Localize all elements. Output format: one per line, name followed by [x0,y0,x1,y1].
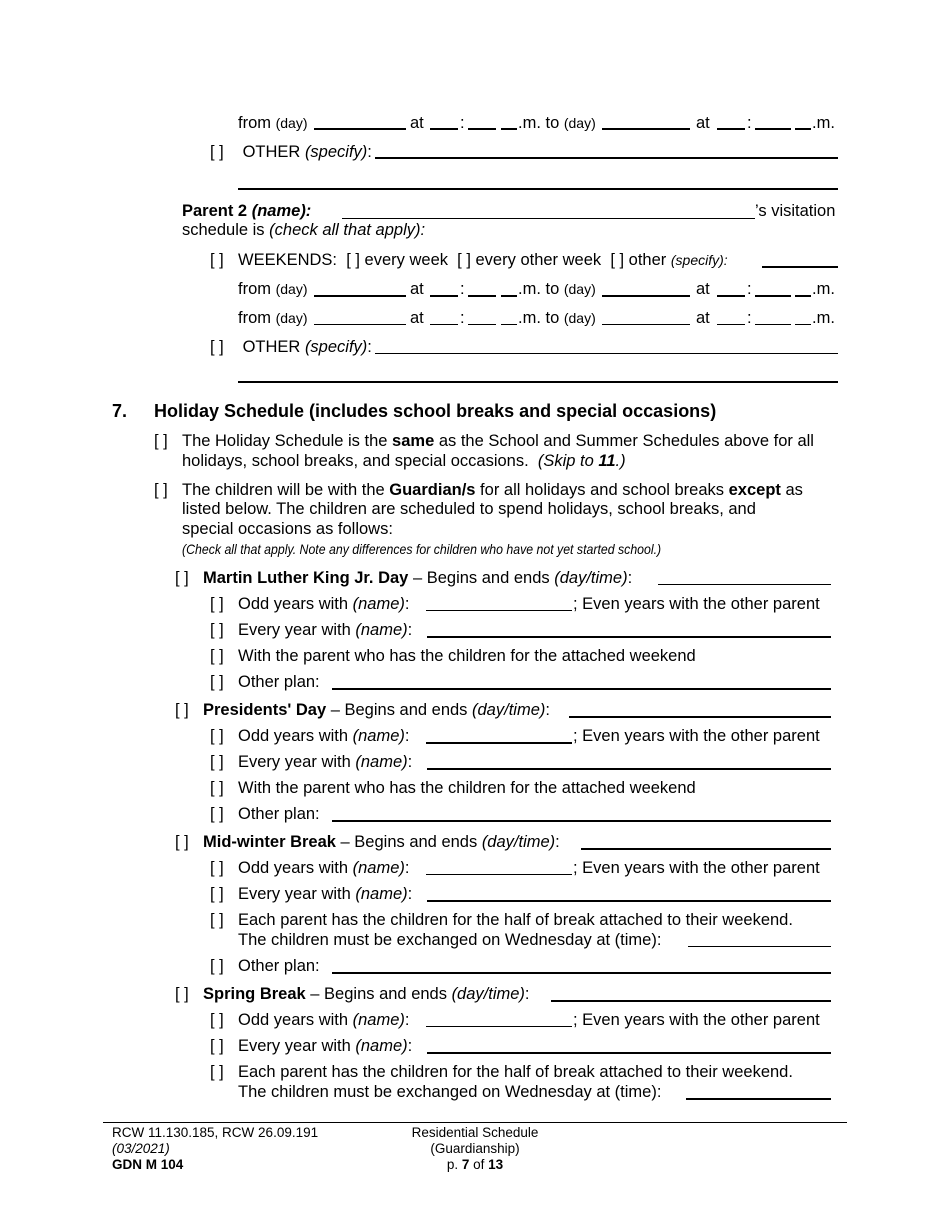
checkbox[interactable]: [ ] [175,569,189,587]
checkbox[interactable]: [ ] [210,805,224,823]
checkbox[interactable]: [ ] [154,481,168,499]
to-day-group: .m. to (day) [518,114,596,132]
even-years-text: ; Even years with the other parent [573,727,820,745]
presidents-odd-years-option[interactable]: [ ] Odd years with (name): [210,727,410,745]
checkbox[interactable]: [ ] [175,833,189,851]
checkbox[interactable]: [ ] [210,673,224,691]
at-label: at [410,309,424,327]
footer-page-number: p. 7 of 13 [446,1157,504,1172]
midwinter-half-break-option[interactable]: [ ] Each parent has the children for the half of break attached to their weekend. [210,911,793,929]
spring-exchange-time-field[interactable] [686,1098,831,1100]
m-label: .m. [812,114,835,132]
m-label: .m. [812,280,835,298]
holiday-except-option[interactable]: [ ] The children will be with the Guardian/s for all holidays and school breaks except as [154,481,803,499]
from-day-field[interactable] [314,295,406,297]
checkbox[interactable]: [ ] [210,647,224,665]
holiday-same-option[interactable]: [ ] The Holiday Schedule is the same as the School and Summer Schedules above for all [154,432,814,450]
colon: : [460,280,465,298]
every-other-week-option[interactable]: [ ] every other week [457,251,602,269]
midwinter-other-plan-option[interactable]: [ ] Other plan: [210,957,320,975]
hour-field[interactable] [430,324,458,325]
colon: : [747,114,752,132]
hour-field[interactable] [717,295,745,297]
mlk-odd-years-name-field[interactable] [426,610,572,611]
checkbox[interactable]: [ ] [210,595,224,613]
hour-field[interactable] [717,128,745,130]
midwinter-every-year-name-field[interactable] [427,900,831,902]
checkbox[interactable]: [ ] [210,753,224,771]
mlk-every-year-name-field[interactable] [427,636,831,638]
schedule-is: schedule is (check all that apply): [182,221,426,239]
spring-odd-years-option[interactable]: [ ] Odd years with (name): [210,1011,410,1029]
ampm-field[interactable] [795,128,811,130]
presidents-odd-years-name-field[interactable] [426,742,572,744]
holiday-same-line2: holidays, school breaks, and special occasions. (Skip to 11.) [182,452,626,470]
mlk-odd-years-option[interactable]: [ ] Odd years with (name): [210,595,410,613]
hour-field[interactable] [430,128,458,130]
holiday-except-line2: listed below. The children are scheduled to spend holidays, school breaks, and [182,500,756,518]
section-number: 7. [112,401,128,421]
midwinter-exchange-time-field[interactable] [688,946,831,947]
minute-field[interactable] [755,295,791,297]
other-specify-field-2[interactable] [238,188,838,190]
colon: : [747,280,752,298]
presidents-every-year-option[interactable]: [ ] Every year with (name): [210,753,413,771]
midwinter-option[interactable]: [ ] Mid-winter Break – Begins and ends (day/time): [175,833,560,851]
footer-center [375,1125,575,1173]
checkbox[interactable]: [ ] [210,779,224,797]
footer-form-number: GDN M 104 [112,1157,184,1172]
checkbox[interactable]: [ ] [210,727,224,745]
parent2-label: Parent 2 (name): [182,202,312,220]
even-years-text: ; Even years with the other parent [573,1011,820,1029]
from-day-field[interactable] [314,128,406,130]
m-label: .m. [812,309,835,327]
mlk-every-year-option[interactable]: [ ] Every year with (name): [210,621,413,639]
checkbox[interactable]: [ ] [210,859,224,877]
parent2-name-field[interactable] [342,218,755,219]
checkbox[interactable]: [ ] [175,701,189,719]
even-years-text: ; Even years with the other parent [573,859,820,877]
to-day-group: .m. to (day) [518,280,596,298]
minute-field[interactable] [755,128,791,130]
footer-divider [103,1122,847,1123]
checkbox[interactable]: [ ] [210,957,224,975]
exchange-time-label: The children must be exchanged on Wednesday at (time): [238,1083,662,1101]
visitation-suffix: ’s visitation [755,202,836,220]
spring-odd-years-name-field[interactable] [426,1026,572,1027]
spring-every-year-name-field[interactable] [427,1052,831,1054]
checkbox[interactable]: [ ] [210,251,224,269]
checkbox[interactable]: [ ] [210,143,224,161]
spring-half-break-option[interactable]: [ ] Each parent has the children for the half of break attached to their weekend. [210,1063,793,1081]
footer-rcw: RCW 11.130.185, RCW 26.09.191 [112,1125,319,1140]
mlk-begins-ends-field[interactable] [658,584,831,585]
exchange-time-label: The children must be exchanged on Wednesday at (time): [238,931,662,949]
at-label: at [696,280,710,298]
checkbox[interactable]: [ ] [210,885,224,903]
other-specify-field[interactable] [375,353,838,354]
at-label: at [696,309,710,327]
other-specify-field[interactable] [375,157,838,159]
spring-every-year-option[interactable]: [ ] Every year with (name): [210,1037,413,1055]
checkbox[interactable]: [ ] [210,621,224,639]
colon: : [747,309,752,327]
mlk-other-plan-field[interactable] [332,688,831,690]
to-day-field[interactable] [602,128,690,130]
to-day-field[interactable] [602,324,690,325]
checkbox[interactable]: [ ] [154,432,168,450]
other-option[interactable]: [ ] other [610,251,667,269]
minute-field[interactable] [468,324,496,325]
other-specify-field-2[interactable] [238,381,838,383]
presidents-attached-weekend-option[interactable]: [ ] With the parent who has the children for the attached weekend [210,779,696,797]
spring-option[interactable]: [ ] Spring Break – Begins and ends (day/time): [175,985,530,1003]
footer-date: (03/2021) [112,1141,170,1156]
mlk-attached-weekend-option[interactable]: [ ] With the parent who has the children for the attached weekend [210,647,696,665]
minute-field[interactable] [468,295,496,297]
hour-field[interactable] [430,295,458,297]
ampm-field[interactable] [795,295,811,297]
checkbox[interactable]: [ ] [210,338,224,356]
checkbox[interactable]: [ ] [210,1063,224,1081]
schedule-row-1: from (day) [238,114,308,132]
presidents-other-plan-field[interactable] [332,820,831,822]
presidents-option[interactable]: [ ] Presidents' Day – Begins and ends (day/time): [175,701,550,719]
at-label: at [410,114,424,132]
colon: : [460,114,465,132]
presidents-other-plan-option[interactable]: [ ] Other plan: [210,805,320,823]
weekends-option[interactable]: [ ] WEEKENDS: [ ] every week [ ] every other week [ ] other (specify): [210,251,728,269]
spring-begins-ends-field[interactable] [551,1000,831,1002]
midwinter-odd-years-option[interactable]: [ ] Odd years with (name): [210,859,410,877]
at-label: at [696,114,710,132]
checkbox[interactable]: [ ] [210,1037,224,1055]
midwinter-other-plan-field[interactable] [332,972,831,974]
checkbox[interactable]: [ ] [175,985,189,1003]
to-day-field[interactable] [602,295,690,297]
footer-subtitle: (Guardianship) [430,1141,520,1156]
ampm-field[interactable] [795,324,811,325]
mlk-option[interactable]: [ ] Martin Luther King Jr. Day – Begins and ends (day/time): [175,569,633,587]
at-label: at [410,280,424,298]
checkbox[interactable]: [ ] [210,911,224,929]
ampm-field[interactable] [501,295,517,297]
holiday-except-line3: special occasions as follows: [182,520,393,538]
every-week-option[interactable]: [ ] every week [346,251,448,269]
other-option[interactable]: [ ] OTHER (specify): [210,143,372,161]
hour-field[interactable] [717,324,745,325]
weekends-other-field[interactable] [762,266,838,268]
from-day-field[interactable] [314,324,406,325]
holiday-except-note: (Check all that apply. Note any differences for children who have not yet started school.) [182,541,662,557]
ampm-field[interactable] [501,128,517,130]
even-years-text: ; Even years with the other parent [573,595,820,613]
to-day-group: .m. to (day) [518,309,596,327]
footer-left [112,1125,318,1173]
minute-field[interactable] [755,324,791,325]
presidents-every-year-name-field[interactable] [427,768,831,770]
other-option[interactable]: [ ] OTHER (specify): [210,338,372,356]
ampm-field[interactable] [501,324,517,325]
schedule-row-3: from (day) [238,309,308,327]
midwinter-odd-years-name-field[interactable] [426,874,572,875]
presidents-begins-ends-field[interactable] [569,716,831,718]
colon: : [460,309,465,327]
midwinter-begins-ends-field[interactable] [581,848,831,850]
checkbox[interactable]: [ ] [210,1011,224,1029]
footer-title: Residential Schedule [411,1125,539,1140]
mlk-other-plan-option[interactable]: [ ] Other plan: [210,673,320,691]
midwinter-every-year-option[interactable]: [ ] Every year with (name): [210,885,413,903]
schedule-row-2: from (day) [238,280,308,298]
minute-field[interactable] [468,128,496,130]
section-title: Holiday Schedule (includes school breaks and special occasions) [154,401,717,421]
